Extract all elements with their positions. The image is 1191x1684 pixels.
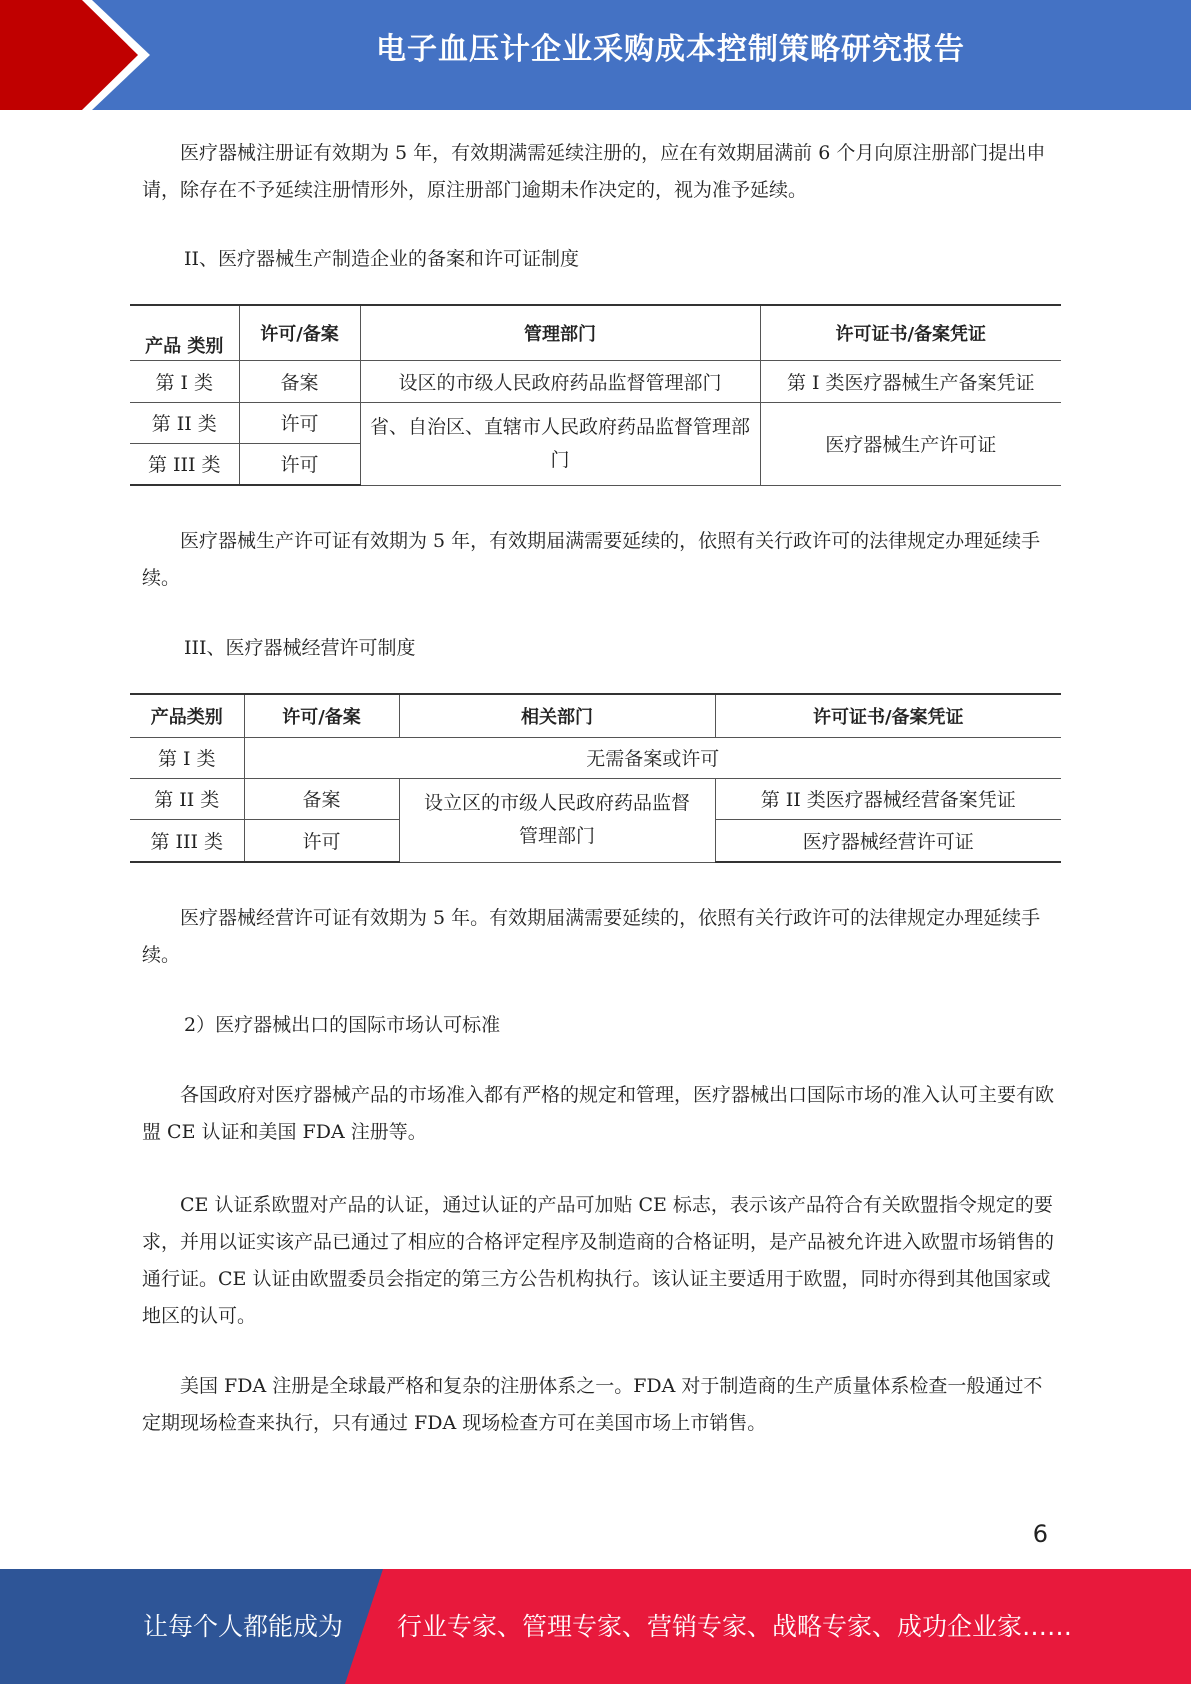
table-header: 管理部门	[360, 305, 760, 360]
table-cell: 设立区的市级人民政府药品监督管理部门	[399, 778, 715, 862]
table-header: 许可证书/备案凭证	[760, 305, 1061, 360]
paragraph-fda-registration: 美国 FDA 注册是全球最严格和复杂的注册体系之一。FDA 对于制造商的生产质量体系检查一般通过不定期现场检查来执行，只有通过 FDA 现场检查方可在美国市场上市销售。	[142, 1375, 1043, 1434]
table-header: 许可/备案	[239, 305, 360, 360]
paragraph-market-access: 各国政府对医疗器械产品的市场准入都有严格的规定和管理，医疗器械出口国际市场的准入认可主要有欧盟 CE 认证和美国 FDA 注册等。	[142, 1084, 1055, 1143]
table-header-row	[130, 305, 1061, 360]
table-cell: 第 I 类医疗器械生产备案凭证	[760, 360, 1061, 402]
table-cell: 无需备案或许可	[244, 737, 1061, 778]
section-heading-export-standards: 2）医疗器械出口的国际市场认可标准	[184, 1014, 501, 1036]
table-cell: 第 III 类	[130, 819, 244, 862]
table-cell: 医疗器械经营许可证	[715, 819, 1061, 862]
table-cell: 设区的市级人民政府药品监督管理部门	[360, 360, 760, 402]
table-cell: 许可	[239, 402, 360, 443]
table-cell: 第 II 类	[130, 778, 244, 819]
table-header: 许可/备案	[244, 694, 399, 737]
table-cell: 备案	[244, 778, 399, 819]
paragraph-ce-certification: CE 认证系欧盟对产品的认证，通过认证的产品可加贴 CE 标志，表示该产品符合有关欧盟指令规定的要求，并用以证实该产品已通过了相应的合格评定程序及制造商的合格证明，是产品被允许进入欧盟市场销售的通行证。CE 认证由欧盟委员会指定的第三方公告机构执行。该认证主要适用于欧盟，同时亦得到其他国家或地区的认可。	[142, 1194, 1055, 1327]
manufacturing-license-table	[130, 304, 1061, 486]
distribution-license-table	[130, 693, 1061, 863]
paragraph-production-license-validity: 医疗器械生产许可证有效期为 5 年，有效期届满需要延续的，依照有关行政许可的法律规定办理延续手续。	[142, 530, 1041, 589]
page-footer	[0, 1569, 1191, 1684]
paragraph-registration-validity: 医疗器械注册证有效期为 5 年，有效期满需延续注册的，应在有效期届满前 6 个月向原注册部门提出申请，除存在不予延续注册情形外，原注册部门逾期未作决定的，视为准予延续。	[142, 142, 1046, 201]
table-cell: 省、自治区、直辖市人民政府药品监督管理部门	[360, 402, 760, 485]
section-heading-distribution: III、医疗器械经营许可制度	[184, 637, 416, 659]
table-cell: 备案	[239, 360, 360, 402]
report-title: 电子血压计企业采购成本控制策略研究报告	[376, 32, 965, 67]
paragraph-distribution-license-validity: 医疗器械经营许可证有效期为 5 年。有效期届满需要延续的，依照有关行政许可的法律规定办理延续手续。	[142, 907, 1041, 966]
table-cell: 第 II 类	[130, 402, 239, 443]
table-cell: 许可	[239, 443, 360, 485]
table-row	[130, 360, 1061, 402]
table-row	[130, 402, 1061, 443]
header-arrow-icon	[0, 0, 150, 110]
table-cell: 第 I 类	[130, 360, 239, 402]
table-cell: 第 I 类	[130, 737, 244, 778]
table-cell: 医疗器械生产许可证	[760, 402, 1061, 485]
table-header-row	[130, 694, 1061, 737]
table-cell: 第 III 类	[130, 443, 239, 485]
page-number: 6	[1032, 1520, 1048, 1548]
table-row	[130, 778, 1061, 819]
table-cell: 许可	[244, 819, 399, 862]
table-cell: 第 II 类医疗器械经营备案凭证	[715, 778, 1061, 819]
table-header: 产品 类别	[130, 305, 239, 360]
footer-slogan-right: 行业专家、管理专家、营销专家、战略专家、成功企业家……	[397, 1612, 1073, 1641]
section-heading-manufacturing: II、医疗器械生产制造企业的备案和许可证制度	[184, 248, 580, 270]
footer-slogan-left: 让每个人都能成为	[143, 1612, 344, 1641]
table-header: 产品类别	[130, 694, 244, 737]
page-header	[0, 0, 1191, 110]
table-header: 许可证书/备案凭证	[715, 694, 1061, 737]
table-header: 相关部门	[399, 694, 715, 737]
table-row	[130, 737, 1061, 778]
